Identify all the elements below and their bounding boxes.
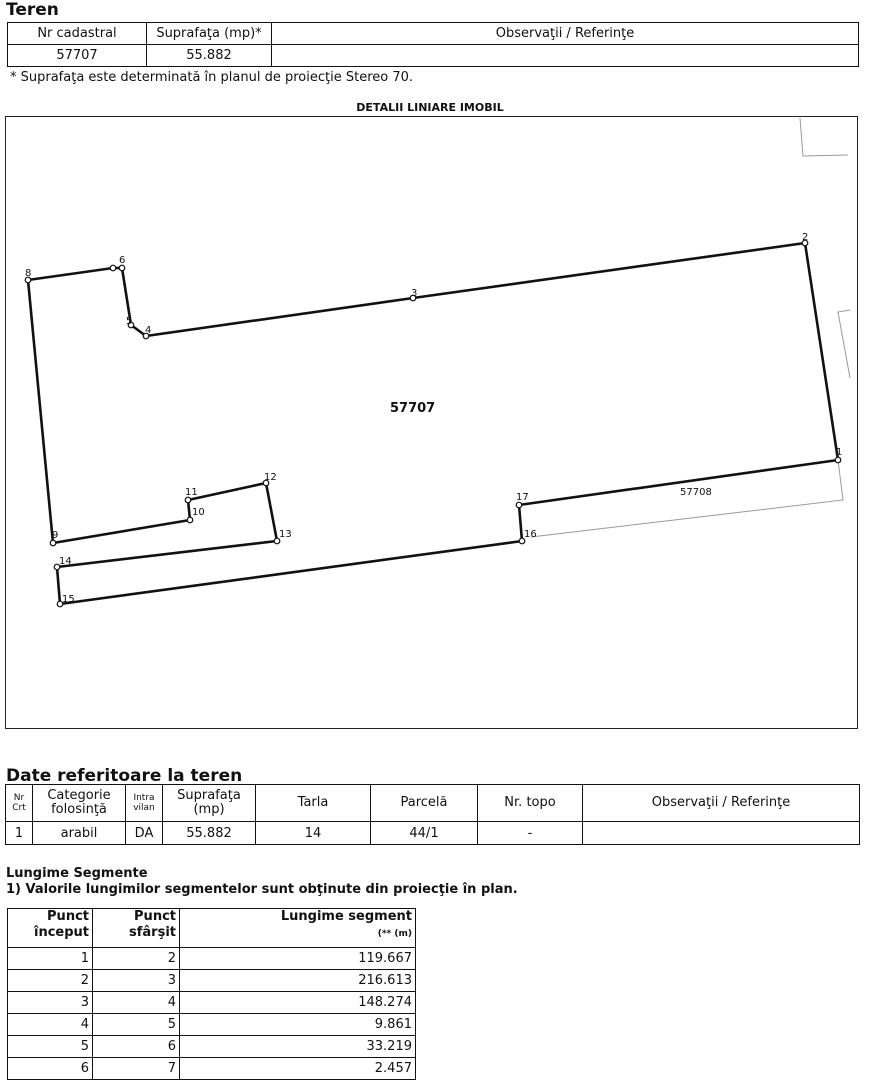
point-label-10: 10 — [192, 507, 205, 518]
header-suprafata-mp: Suprafaţa (mp) — [163, 785, 256, 822]
cell-start: 2 — [8, 970, 93, 992]
table-row — [8, 1036, 416, 1058]
cell-suprafata: 55.882 — [147, 45, 272, 67]
point-label-15: 15 — [62, 594, 75, 605]
cell-end: 3 — [93, 970, 180, 992]
cell-start: 6 — [8, 1058, 93, 1080]
point-label-1: 1 — [836, 447, 843, 458]
table-row — [8, 992, 416, 1014]
segment-subtitle: 1) Valorile lungimilor segmentelor sunt obţinute din proiecţie în plan. — [6, 882, 518, 897]
point-label-13: 13 — [279, 529, 292, 540]
cell-nr-crt: 1 — [6, 822, 33, 845]
segment-heading — [6, 866, 518, 898]
point-label-6: 6 — [119, 255, 126, 266]
point-label-8: 8 — [25, 268, 32, 279]
header-intravilan: Intra vilan — [126, 785, 163, 822]
table-row — [8, 1058, 416, 1080]
header-punct-sfarsit: Punct sfârşit — [93, 909, 180, 948]
header-punct-inceput: Punct început — [8, 909, 93, 948]
cell-end: 4 — [93, 992, 180, 1014]
cell-end: 7 — [93, 1058, 180, 1080]
header-categorie: Categorie folosinţă — [33, 785, 126, 822]
cell-intravilan: DA — [126, 822, 163, 845]
table-row — [6, 822, 860, 845]
cell-start: 4 — [8, 1014, 93, 1036]
cell-start: 5 — [8, 1036, 93, 1058]
table-row — [8, 948, 416, 970]
cell-start: 3 — [8, 992, 93, 1014]
header-nr-topo: Nr. topo — [478, 785, 583, 822]
point-label-2: 2 — [802, 232, 809, 243]
header-nr-crt: Nr Crt — [6, 785, 33, 822]
cell-end: 6 — [93, 1036, 180, 1058]
parcel-outline — [28, 243, 838, 604]
cell-end: 5 — [93, 1014, 180, 1036]
cell-length: 216.613 — [180, 970, 416, 992]
footnote: * Suprafaţa este determinată în planul de proiecţie Stereo 70. — [10, 70, 414, 85]
table-row — [8, 1014, 416, 1036]
cell-parcela: 44/1 — [371, 822, 478, 845]
header-lungime-segment: Lungime segment (** (m) — [180, 909, 416, 948]
header-parcela: Parcelă — [371, 785, 478, 822]
segment-table — [7, 908, 416, 1080]
cell-observatii-referinte — [583, 822, 860, 845]
cell-nr-cadastral: 57707 — [8, 45, 147, 67]
cell-length: 119.667 — [180, 948, 416, 970]
cell-length: 33.219 — [180, 1036, 416, 1058]
point-label-11: 11 — [185, 487, 198, 498]
header-observatii: Observaţii / Referinţe — [272, 23, 859, 45]
point-label-16: 16 — [524, 529, 537, 540]
cell-tarla: 14 — [256, 822, 371, 845]
point-label-12: 12 — [264, 472, 277, 483]
cell-length: 2.457 — [180, 1058, 416, 1080]
point-label-3: 3 — [411, 288, 418, 299]
header-nr-cadastral: Nr cadastral — [8, 23, 147, 45]
parcel-label: 57707 — [390, 401, 436, 416]
cell-suprafata-mp: 55.882 — [163, 822, 256, 845]
segment-title: Lungime Segmente — [6, 866, 148, 881]
point-label-17: 17 — [516, 492, 529, 503]
cell-start: 1 — [8, 948, 93, 970]
cadastral-plan — [5, 116, 858, 729]
point-label-4: 4 — [145, 325, 152, 336]
header-observatii-referinte: Observaţii / Referinţe — [583, 785, 860, 822]
plan-caption: DETALII LINIARE IMOBIL — [356, 101, 504, 114]
table-row — [8, 970, 416, 992]
point-label-9: 9 — [52, 530, 59, 541]
point-label-5: 5 — [126, 316, 133, 327]
cell-categorie: arabil — [33, 822, 126, 845]
cell-nr-topo: - — [478, 822, 583, 845]
date-teren-table — [5, 784, 860, 845]
header-suprafata: Suprafaţa (mp)* — [147, 23, 272, 45]
cell-length: 148.274 — [180, 992, 416, 1014]
cell-length: 9.861 — [180, 1014, 416, 1036]
section-title-date-teren: Date referitoare la teren — [6, 766, 243, 786]
cell-end: 2 — [93, 948, 180, 970]
header-tarla: Tarla — [256, 785, 371, 822]
neighbor-parcel-label: 57708 — [680, 487, 712, 498]
neighbor-lines — [531, 118, 850, 537]
section-title-teren: Teren — [6, 0, 59, 20]
point-label-14: 14 — [59, 556, 72, 567]
